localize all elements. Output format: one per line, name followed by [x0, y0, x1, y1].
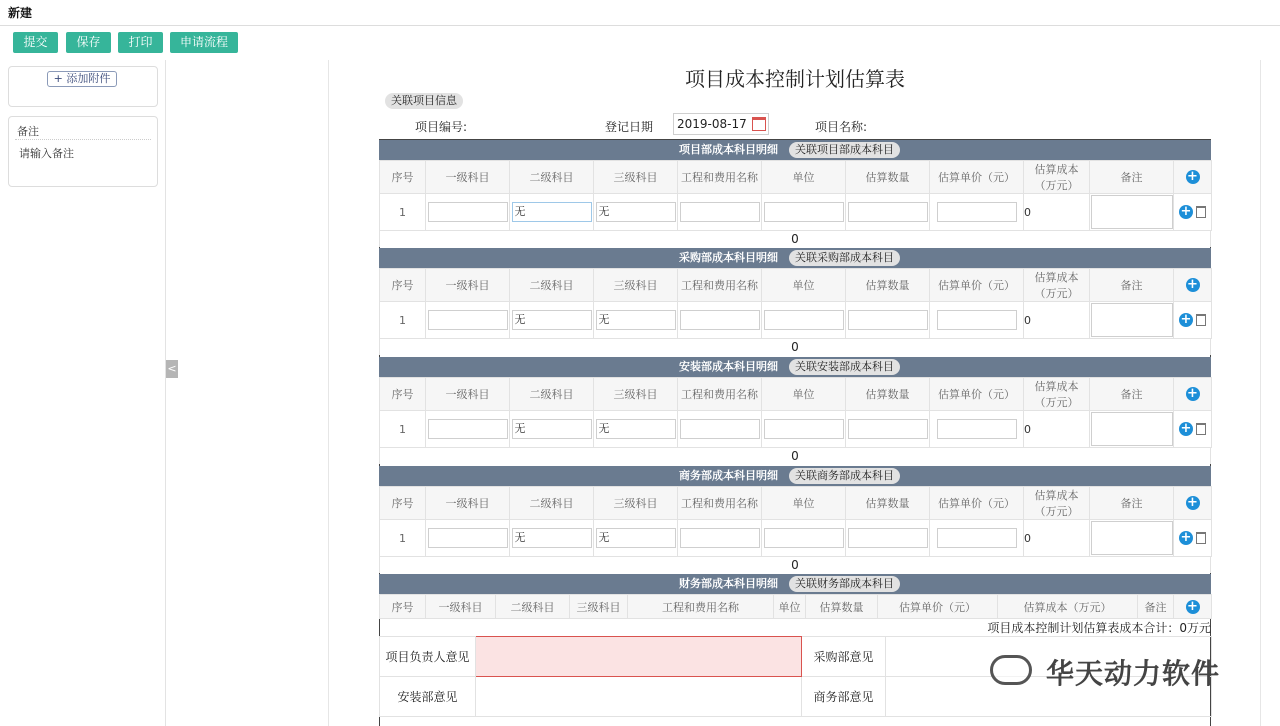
cell-input[interactable] [937, 528, 1017, 548]
column-header: 单位 [762, 487, 846, 520]
note-input[interactable] [1091, 521, 1173, 555]
column-header: 单位 [762, 378, 846, 411]
add-row-icon[interactable]: + [1180, 204, 1192, 219]
table-cell [678, 302, 762, 339]
cell-input[interactable] [937, 202, 1017, 222]
cell-input[interactable]: 无 [596, 202, 676, 222]
cell-input[interactable] [937, 310, 1017, 330]
cell-input[interactable] [680, 419, 760, 439]
column-header: 估算单价（元） [930, 378, 1024, 411]
table-header-row [380, 161, 1212, 194]
column-header: 单位 [762, 269, 846, 302]
note-input[interactable] [1091, 195, 1173, 229]
column-header: 备注 [1090, 378, 1174, 411]
column-header: 序号 [380, 269, 426, 302]
column-header: 三级科目 [594, 269, 678, 302]
cell-input[interactable] [428, 310, 508, 330]
row-actions [1174, 411, 1212, 448]
delete-row-icon[interactable] [1196, 314, 1206, 326]
add-row-icon[interactable]: + [1180, 421, 1192, 436]
table-cell [594, 411, 678, 448]
watermark-text: 华天动力软件 [1046, 657, 1221, 690]
cell-input[interactable] [680, 202, 760, 222]
cell-input[interactable] [680, 528, 760, 548]
column-header: 估算数量 [846, 161, 930, 194]
table-cell [846, 411, 930, 448]
column-header: 二级科目 [510, 161, 594, 194]
cell-input[interactable] [428, 419, 508, 439]
link-subjects-button[interactable]: 关联项目部成本科目 [789, 142, 900, 158]
table-header-row [380, 487, 1212, 520]
column-header: 估算单价（元） [930, 161, 1024, 194]
table-cell [762, 302, 846, 339]
business-opinion-label: 商务部意见 [802, 677, 886, 717]
note-title: 备注 [17, 125, 39, 138]
cell-input[interactable] [428, 528, 508, 548]
add-row-icon[interactable]: + [1187, 169, 1198, 184]
section-title: 项目部成本科目明细 [679, 143, 778, 156]
row-actions [1174, 520, 1212, 557]
title-bar [0, 0, 1280, 26]
section-title: 商务部成本科目明细 [679, 469, 778, 482]
column-header: 备注 [1090, 161, 1174, 194]
form-title: 项目成本控制计划估算表 [685, 67, 905, 91]
cell-input[interactable] [848, 202, 928, 222]
section-sum: 0 [379, 339, 1211, 355]
column-header: 三级科目 [594, 161, 678, 194]
note-input[interactable]: 请输入备注 [19, 147, 74, 160]
row-actions [1174, 194, 1212, 231]
table-cell [678, 194, 762, 231]
delete-row-icon[interactable] [1196, 206, 1206, 218]
section-header [379, 466, 1211, 486]
column-header: 一级科目 [426, 595, 496, 619]
table-cell [594, 520, 678, 557]
cost-cell [1024, 194, 1090, 231]
column-header: 序号 [380, 595, 426, 619]
table-header-row [380, 378, 1212, 411]
column-header: 备注 [1090, 269, 1174, 302]
divider [1260, 60, 1261, 726]
note-divider [15, 139, 151, 140]
add-row-icon[interactable]: + [1187, 386, 1198, 401]
column-header: 工程和费用名称 [628, 595, 774, 619]
table-cell [678, 411, 762, 448]
column-header: 估算单价（元） [930, 269, 1024, 302]
section-title: 采购部成本科目明细 [679, 251, 778, 264]
wechat-icon [990, 655, 1032, 685]
delete-row-icon[interactable] [1196, 423, 1206, 435]
column-header: 估算数量 [806, 595, 878, 619]
table-cell [846, 194, 930, 231]
table-cell [930, 194, 1024, 231]
cost-value: 0 [1024, 205, 1031, 219]
column-header: 三级科目 [594, 378, 678, 411]
table-cell [426, 302, 510, 339]
column-header: 估算单价（元） [930, 487, 1024, 520]
cell-input[interactable] [764, 419, 844, 439]
link-subjects-button[interactable]: 关联商务部成本科目 [789, 468, 900, 484]
cost-table [379, 594, 1212, 619]
column-header: 工程和费用名称 [678, 161, 762, 194]
table-cell [426, 520, 510, 557]
column-header: 工程和费用名称 [678, 378, 762, 411]
cost-value: 0 [1024, 422, 1031, 436]
section-title: 财务部成本科目明细 [679, 577, 778, 590]
cell-input[interactable] [848, 310, 928, 330]
column-header: 三级科目 [570, 595, 628, 619]
collapse-panel-button[interactable]: < [166, 360, 178, 378]
apply-flow-button[interactable]: 申请流程 [170, 32, 238, 53]
print-button[interactable]: 打印 [118, 32, 163, 53]
add-row-cell [1174, 269, 1212, 302]
table-cell [510, 194, 594, 231]
cell-input[interactable] [428, 202, 508, 222]
column-header: 一级科目 [426, 161, 510, 194]
column-header: 三级科目 [594, 487, 678, 520]
purchase-opinion-label: 采购部意见 [802, 637, 886, 677]
cell-input[interactable] [764, 202, 844, 222]
project-name-label: 项目名称: [815, 120, 868, 134]
cell-input[interactable]: 无 [596, 419, 676, 439]
cell-input[interactable] [764, 310, 844, 330]
add-row-icon[interactable]: + [1187, 277, 1198, 292]
section-sum: 0 [379, 231, 1211, 247]
table-cell [510, 520, 594, 557]
delete-row-icon[interactable] [1196, 532, 1206, 544]
add-row-cell [1174, 161, 1212, 194]
table-cell [930, 302, 1024, 339]
pm-opinion-label: 项目负责人意见 [380, 637, 476, 677]
cost-value: 0 [1024, 313, 1031, 327]
column-header: 单位 [762, 161, 846, 194]
install-opinion-label: 安装部意见 [380, 677, 476, 717]
row-number: 1 [380, 194, 426, 231]
column-header: 估算数量 [846, 487, 930, 520]
section-header [379, 357, 1211, 377]
note-box [8, 116, 158, 187]
cell-input[interactable]: 无 [512, 202, 592, 222]
table-header-row [380, 595, 1212, 619]
table-cell [762, 411, 846, 448]
row-number: 1 [380, 520, 426, 557]
column-header: 单位 [774, 595, 806, 619]
section-sum: 0 [379, 557, 1211, 573]
column-header: 二级科目 [510, 487, 594, 520]
project-no-label: 项目编号: [415, 120, 468, 134]
calendar-icon[interactable] [752, 117, 766, 131]
link-subjects-button[interactable]: 关联财务部成本科目 [789, 576, 900, 592]
cost-table [379, 268, 1212, 339]
left-panel [0, 60, 166, 726]
table-cell [510, 302, 594, 339]
column-header: 二级科目 [510, 378, 594, 411]
table-cell [930, 520, 1024, 557]
table-cell [762, 194, 846, 231]
add-row-icon[interactable]: + [1180, 530, 1192, 545]
cell-input[interactable] [937, 419, 1017, 439]
table-cell [762, 520, 846, 557]
cost-total: 项目成本控制计划估算表成本合计：0万元 [987, 621, 1211, 635]
column-header: 备注 [1138, 595, 1174, 619]
cost-value: 0 [1024, 531, 1031, 545]
note-cell [1090, 520, 1174, 557]
cell-input[interactable] [680, 310, 760, 330]
table-cell [930, 411, 1024, 448]
cost-cell [1024, 411, 1090, 448]
table-row [380, 520, 1212, 557]
cost-table [379, 486, 1212, 557]
cost-cell [1024, 302, 1090, 339]
link-subjects-button[interactable]: 关联采购部成本科目 [789, 250, 900, 266]
date-input[interactable] [673, 113, 769, 135]
pm-opinion-input[interactable] [476, 637, 802, 677]
cell-input[interactable] [848, 419, 928, 439]
column-header: 二级科目 [496, 595, 570, 619]
column-header: 一级科目 [426, 378, 510, 411]
table-row [380, 302, 1212, 339]
column-header: 估算成本 （万元） [1024, 269, 1090, 302]
note-input[interactable] [1091, 303, 1173, 337]
section-sum: 0 [379, 448, 1211, 464]
date-label: 登记日期 [605, 120, 654, 134]
column-header: 估算数量 [846, 269, 930, 302]
add-row-icon[interactable]: + [1180, 312, 1192, 327]
cell-input[interactable]: 无 [512, 419, 592, 439]
cell-input[interactable] [764, 528, 844, 548]
cell-input[interactable]: 无 [512, 528, 592, 548]
section-header [379, 140, 1211, 160]
column-header: 工程和费用名称 [678, 487, 762, 520]
link-project-button[interactable]: 关联项目信息 [385, 93, 463, 109]
table-header-row [380, 269, 1212, 302]
section-title: 安装部成本科目明细 [679, 360, 778, 373]
column-header: 估算成本 （万元） [1024, 487, 1090, 520]
cost-table [379, 160, 1212, 231]
window-title: 新建 [8, 6, 33, 20]
cell-input[interactable]: 无 [596, 310, 676, 330]
table-cell [426, 411, 510, 448]
divider [328, 60, 329, 726]
row-number: 1 [380, 302, 426, 339]
add-row-cell [1174, 378, 1212, 411]
cell-input[interactable] [848, 528, 928, 548]
column-header: 备注 [1090, 487, 1174, 520]
table-cell [594, 302, 678, 339]
add-row-icon[interactable]: + [1187, 495, 1198, 510]
save-button[interactable]: 保存 [66, 32, 111, 53]
row-actions [1174, 302, 1212, 339]
column-header: 序号 [380, 161, 426, 194]
table-cell [426, 194, 510, 231]
column-header: 估算单价（元） [878, 595, 998, 619]
add-row-cell [1174, 487, 1212, 520]
column-header: 工程和费用名称 [678, 269, 762, 302]
column-header: 估算数量 [846, 378, 930, 411]
link-subjects-button[interactable]: 关联安装部成本科目 [789, 359, 900, 375]
section-header [379, 574, 1211, 594]
add-row-cell [1174, 595, 1212, 619]
column-header: 序号 [380, 487, 426, 520]
note-cell [1090, 194, 1174, 231]
date-value: 2019-08-17 [677, 117, 747, 131]
table-row [380, 194, 1212, 231]
column-header: 估算成本 （万元） [1024, 161, 1090, 194]
note-cell [1090, 302, 1174, 339]
table-cell [846, 520, 930, 557]
row-number: 1 [380, 411, 426, 448]
table-cell [678, 520, 762, 557]
cell-input[interactable]: 无 [512, 310, 592, 330]
table-row [380, 411, 1212, 448]
column-header: 估算成本 （万元） [1024, 378, 1090, 411]
note-input[interactable] [1091, 412, 1173, 446]
toolbar [0, 26, 1280, 60]
table-cell [510, 411, 594, 448]
table-cell [846, 302, 930, 339]
note-cell [1090, 411, 1174, 448]
section-header [379, 248, 1211, 268]
column-header: 一级科目 [426, 487, 510, 520]
column-header: 估算成本（万元） [998, 595, 1138, 619]
attachment-box [8, 66, 158, 107]
column-header: 二级科目 [510, 269, 594, 302]
submit-button[interactable]: 提交 [13, 32, 58, 53]
cost-table [379, 377, 1212, 448]
cost-cell [1024, 520, 1090, 557]
column-header: 一级科目 [426, 269, 510, 302]
install-opinion-input[interactable] [476, 677, 802, 717]
add-row-icon[interactable]: + [1187, 598, 1198, 614]
column-header: 序号 [380, 378, 426, 411]
watermark [990, 650, 1240, 690]
add-attachment-button[interactable]: + 添加附件 [47, 71, 117, 87]
table-cell [594, 194, 678, 231]
cell-input[interactable]: 无 [596, 528, 676, 548]
